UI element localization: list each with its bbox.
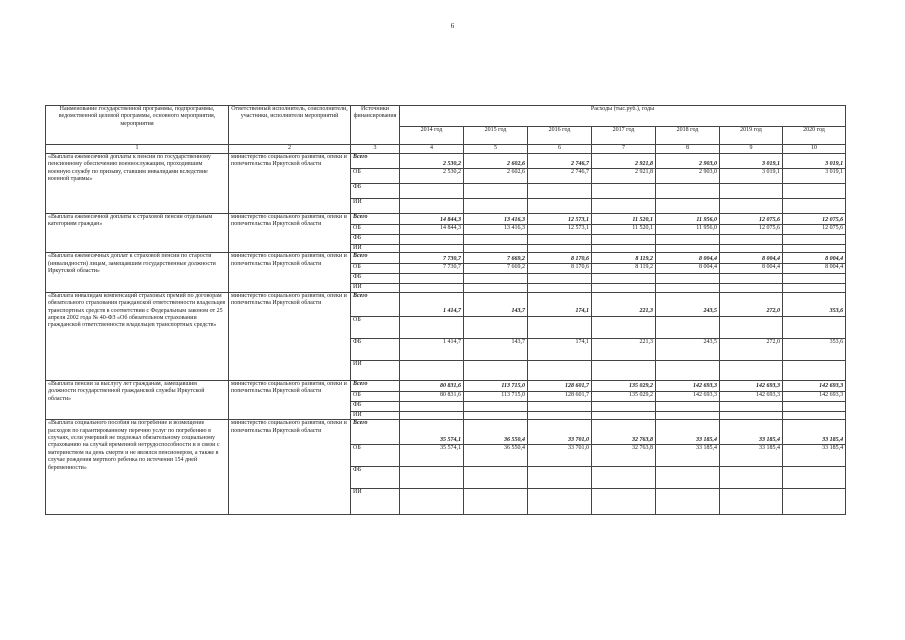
funding-source: ОБ (351, 264, 400, 274)
measure-name: «Выплата ежемесячной доплаты к пенсии по государственному пенсионному обеспечению военнослужащим, проходившим военную службу по призыву, ставшим инвалидами вследствие военной травмы» (46, 154, 229, 214)
amount-cell: 2 746,7 (528, 154, 592, 169)
header-year: 2020 год (783, 127, 846, 145)
amount-cell (783, 467, 846, 489)
amount-cell (720, 411, 783, 419)
column-number: 3 (351, 145, 400, 154)
amount-cell (783, 245, 846, 253)
column-number: 10 (783, 145, 846, 154)
amount-cell: 14 844,3 (400, 225, 464, 235)
amount-cell: 2 602,6 (464, 154, 528, 169)
amount-cell: 221,3 (592, 292, 656, 316)
amount-cell (528, 184, 592, 199)
executor-name: министерство социального развития, опеки и попечительства Иркутской области (229, 380, 351, 419)
amount-cell: 142 693,3 (720, 380, 783, 391)
funding-source: ИИ (351, 245, 400, 253)
amount-cell: 33 185,4 (720, 445, 783, 467)
amount-cell (528, 235, 592, 245)
amount-cell (656, 245, 720, 253)
header-year: 2014 год (400, 127, 464, 145)
amount-cell: 3 019,1 (720, 154, 783, 169)
amount-cell (656, 489, 720, 515)
amount-cell (592, 199, 656, 214)
amount-cell (720, 284, 783, 292)
amount-cell: 80 831,6 (400, 391, 464, 401)
amount-cell: 7 730,7 (400, 253, 464, 264)
amount-cell: 3 019,1 (720, 169, 783, 184)
amount-cell: 143,7 (464, 338, 528, 360)
amount-cell: 113 715,0 (464, 380, 528, 391)
amount-cell (656, 316, 720, 338)
amount-cell (464, 199, 528, 214)
measure-name: «Выплата ежемесячной доплаты к страховой пенсии отдельным категориям граждан» (46, 214, 229, 253)
amount-cell: 33 185,4 (783, 420, 846, 445)
amount-cell: 12 075,6 (720, 214, 783, 225)
amount-cell (656, 235, 720, 245)
amount-cell: 2 746,7 (528, 169, 592, 184)
funding-source: ОБ (351, 225, 400, 235)
amount-cell: 12 573,1 (528, 214, 592, 225)
funding-source: Всего (351, 380, 400, 391)
measure-name: «Выплата инвалидам компенсаций страховых премий по договорам обязательного страхования гражданской ответственности владельцев транспортных средств в соответствии с Федеральным законом от 25 апреля 2002 года № 40-ФЗ «Об обязательном страховании гражданской ответственности владельцев транспортных средств» (46, 292, 229, 380)
executor-name: министерство социального развития, опеки и попечительства Иркутской области (229, 420, 351, 515)
amount-cell (464, 235, 528, 245)
table-row (46, 292, 846, 316)
executor-name: министерство социального развития, опеки и попечительства Иркутской области (229, 253, 351, 292)
funding-source: Всего (351, 214, 400, 225)
amount-cell (783, 284, 846, 292)
amount-cell: 12 075,6 (783, 214, 846, 225)
amount-cell (528, 401, 592, 411)
amount-cell (592, 467, 656, 489)
amount-cell: 36 550,4 (464, 420, 528, 445)
table-row (46, 154, 846, 169)
amount-cell: 8 004,4 (720, 264, 783, 274)
amount-cell (592, 411, 656, 419)
amount-cell (464, 411, 528, 419)
amount-cell (656, 467, 720, 489)
amount-cell (656, 360, 720, 380)
column-number: 2 (229, 145, 351, 154)
amount-cell: 33 185,4 (656, 420, 720, 445)
header-funding-source: Источники финансирования (351, 106, 400, 145)
amount-cell: 80 831,6 (400, 380, 464, 391)
amount-cell: 1 414,7 (400, 292, 464, 316)
header-year: 2015 год (464, 127, 528, 145)
amount-cell (720, 401, 783, 411)
amount-cell: 142 693,3 (783, 380, 846, 391)
amount-cell (720, 235, 783, 245)
measure-name: «Выплата пенсии за выслугу лет гражданам, замещавшим должности государственной гражданской службы Иркутской области» (46, 380, 229, 419)
funding-source: ИИ (351, 284, 400, 292)
amount-cell (528, 411, 592, 419)
column-number-row (46, 145, 846, 154)
header-name: Наименование государственной программы, подпрограммы, ведомственной целевой программы, основного мероприятия, мероприятия (46, 106, 229, 145)
amount-cell: 14 844,3 (400, 214, 464, 225)
amount-cell: 174,1 (528, 292, 592, 316)
amount-cell (464, 467, 528, 489)
funding-source: Всего (351, 420, 400, 445)
amount-cell: 11 520,1 (592, 214, 656, 225)
amount-cell: 36 550,4 (464, 445, 528, 467)
column-number: 4 (400, 145, 464, 154)
funding-source: ФБ (351, 401, 400, 411)
amount-cell: 2 921,8 (592, 169, 656, 184)
amount-cell: 2 921,8 (592, 154, 656, 169)
funding-source: ОБ (351, 316, 400, 338)
amount-cell: 142 693,3 (656, 391, 720, 401)
funding-source: Всего (351, 154, 400, 169)
amount-cell (656, 284, 720, 292)
amount-cell: 8 004,4 (656, 264, 720, 274)
funding-source: ОБ (351, 391, 400, 401)
amount-cell (528, 245, 592, 253)
amount-cell: 135 029,2 (592, 380, 656, 391)
amount-cell: 272,0 (720, 338, 783, 360)
amount-cell: 142 693,3 (783, 391, 846, 401)
amount-cell (592, 489, 656, 515)
amount-cell: 3 019,1 (783, 169, 846, 184)
amount-cell: 8 004,4 (656, 253, 720, 264)
header-row (46, 106, 846, 127)
amount-cell: 142 693,3 (656, 380, 720, 391)
amount-cell: 8 119,2 (592, 253, 656, 264)
table-row (46, 380, 846, 391)
amount-cell (592, 245, 656, 253)
amount-cell: 13 416,3 (464, 214, 528, 225)
amount-cell: 143,7 (464, 292, 528, 316)
amount-cell: 7 669,2 (464, 253, 528, 264)
amount-cell (528, 316, 592, 338)
column-number: 9 (720, 145, 783, 154)
amount-cell: 32 763,8 (592, 420, 656, 445)
amount-cell: 12 573,1 (528, 225, 592, 235)
amount-cell: 353,6 (783, 292, 846, 316)
amount-cell: 3 019,1 (783, 154, 846, 169)
amount-cell (464, 360, 528, 380)
amount-cell (592, 401, 656, 411)
funding-source: ФБ (351, 274, 400, 284)
funding-source: ФБ (351, 235, 400, 245)
amount-cell: 33 185,4 (656, 445, 720, 467)
amount-cell (464, 184, 528, 199)
amount-cell: 7 730,7 (400, 264, 464, 274)
amount-cell (528, 360, 592, 380)
header-year: 2018 год (656, 127, 720, 145)
funding-source: ОБ (351, 445, 400, 467)
amount-cell: 128 601,7 (528, 380, 592, 391)
amount-cell: 35 574,1 (400, 420, 464, 445)
executor-name: министерство социального развития, опеки и попечительства Иркутской области (229, 214, 351, 253)
amount-cell (464, 245, 528, 253)
amount-cell (528, 489, 592, 515)
funding-source: Всего (351, 292, 400, 316)
amount-cell (400, 184, 464, 199)
header-expenses: Расходы (тыс.руб.), годы (400, 106, 846, 127)
amount-cell (720, 360, 783, 380)
amount-cell (400, 284, 464, 292)
amount-cell: 128 601,7 (528, 391, 592, 401)
amount-cell: 11 956,0 (656, 214, 720, 225)
amount-cell: 33 185,4 (720, 420, 783, 445)
amount-cell (400, 316, 464, 338)
funding-source: ФБ (351, 467, 400, 489)
amount-cell: 33 185,4 (783, 445, 846, 467)
amount-cell (528, 284, 592, 292)
header-year: 2019 год (720, 127, 783, 145)
amount-cell (400, 401, 464, 411)
column-number: 7 (592, 145, 656, 154)
amount-cell (783, 199, 846, 214)
amount-cell: 243,5 (656, 338, 720, 360)
amount-cell (400, 274, 464, 284)
amount-cell: 272,0 (720, 292, 783, 316)
amount-cell (783, 411, 846, 419)
amount-cell (656, 199, 720, 214)
amount-cell: 174,1 (528, 338, 592, 360)
amount-cell: 2 903,0 (656, 169, 720, 184)
amount-cell: 12 075,6 (720, 225, 783, 235)
amount-cell (783, 489, 846, 515)
amount-cell: 135 029,2 (592, 391, 656, 401)
amount-cell (720, 489, 783, 515)
amount-cell (720, 316, 783, 338)
amount-cell: 113 715,0 (464, 391, 528, 401)
amount-cell: 243,5 (656, 292, 720, 316)
page-number: 6 (450, 22, 455, 30)
amount-cell: 7 669,2 (464, 264, 528, 274)
amount-cell: 12 075,6 (783, 225, 846, 235)
header-executor: Ответственный исполнитель, соисполнители, участники, исполнители мероприятий (229, 106, 351, 145)
table-row (46, 214, 846, 225)
amount-cell: 33 701,0 (528, 445, 592, 467)
funding-source: ИИ (351, 199, 400, 214)
amount-cell: 11 956,0 (656, 225, 720, 235)
amount-cell (783, 235, 846, 245)
amount-cell (592, 284, 656, 292)
amount-cell (528, 467, 592, 489)
amount-cell: 8 170,6 (528, 264, 592, 274)
amount-cell (720, 274, 783, 284)
funding-source: ФБ (351, 184, 400, 199)
funding-source: ИИ (351, 411, 400, 419)
amount-cell (528, 199, 592, 214)
amount-cell (592, 235, 656, 245)
amount-cell (783, 274, 846, 284)
executor-name: министерство социального развития, опеки и попечительства Иркутской области (229, 154, 351, 214)
amount-cell (783, 184, 846, 199)
table-row (46, 420, 846, 445)
column-number: 1 (46, 145, 229, 154)
amount-cell (464, 316, 528, 338)
amount-cell (400, 489, 464, 515)
amount-cell (464, 401, 528, 411)
amount-cell: 2 530,2 (400, 154, 464, 169)
amount-cell (400, 411, 464, 419)
table-row (46, 253, 846, 264)
column-number: 5 (464, 145, 528, 154)
amount-cell: 2 530,2 (400, 169, 464, 184)
amount-cell (400, 245, 464, 253)
amount-cell (656, 411, 720, 419)
amount-cell: 8 119,2 (592, 264, 656, 274)
funding-source: ФБ (351, 338, 400, 360)
amount-cell (464, 274, 528, 284)
amount-cell (720, 199, 783, 214)
amount-cell: 8 170,6 (528, 253, 592, 264)
amount-cell: 2 602,6 (464, 169, 528, 184)
amount-cell: 221,3 (592, 338, 656, 360)
measure-name: «Выплата ежемесячных доплат к страховой пенсии по старости (инвалидности) лицам, замещавшим государственные должности Иркутской области» (46, 253, 229, 292)
amount-cell: 32 763,8 (592, 445, 656, 467)
amount-cell (592, 316, 656, 338)
amount-cell (400, 199, 464, 214)
amount-cell (464, 284, 528, 292)
column-number: 6 (528, 145, 592, 154)
amount-cell: 8 004,4 (720, 253, 783, 264)
funding-source: ОБ (351, 169, 400, 184)
amount-cell (656, 184, 720, 199)
measure-name: «Выплата социального пособия на погребение и возмещение расходов по гарантированному перечню услуг по погребению в случаях, если умерший не подлежал обязательному социальному страхованию на случай временной нетрудоспособности и в связи с материнством на день смерти и не являлся пенсионером, а также в случае рождения мертвого ребенка по истечении 154 дней беременности» (46, 420, 229, 515)
amount-cell (592, 360, 656, 380)
column-number: 8 (656, 145, 720, 154)
amount-cell: 1 414,7 (400, 338, 464, 360)
amount-cell (783, 401, 846, 411)
amount-cell (720, 184, 783, 199)
amount-cell (464, 489, 528, 515)
amount-cell: 13 416,3 (464, 225, 528, 235)
funding-source: ИИ (351, 360, 400, 380)
amount-cell (720, 467, 783, 489)
amount-cell (528, 274, 592, 284)
funding-source: ИИ (351, 489, 400, 515)
amount-cell (656, 401, 720, 411)
amount-cell (400, 360, 464, 380)
header-year: 2016 год (528, 127, 592, 145)
expenses-table (45, 105, 846, 515)
funding-source: Всего (351, 253, 400, 264)
header-year: 2017 год (592, 127, 656, 145)
amount-cell (783, 316, 846, 338)
amount-cell: 33 701,0 (528, 420, 592, 445)
amount-cell: 8 004,4 (783, 264, 846, 274)
amount-cell: 142 693,3 (720, 391, 783, 401)
amount-cell: 35 574,1 (400, 445, 464, 467)
amount-cell (592, 184, 656, 199)
amount-cell: 2 903,0 (656, 154, 720, 169)
amount-cell: 8 004,4 (783, 253, 846, 264)
amount-cell (400, 235, 464, 245)
amount-cell (400, 467, 464, 489)
amount-cell (592, 274, 656, 284)
amount-cell (656, 274, 720, 284)
amount-cell: 11 520,1 (592, 225, 656, 235)
executor-name: министерство социального развития, опеки и попечительства Иркутской области (229, 292, 351, 380)
amount-cell (783, 360, 846, 380)
amount-cell (720, 245, 783, 253)
amount-cell: 353,6 (783, 338, 846, 360)
